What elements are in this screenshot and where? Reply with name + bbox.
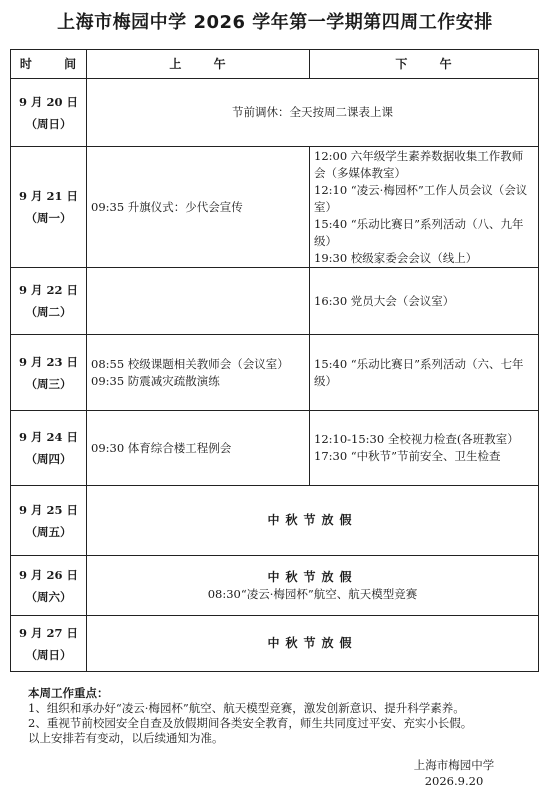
event-item: 09:35 防震减灾疏散演练	[91, 373, 220, 388]
header-row	[11, 50, 539, 79]
date-label: 9 月 23 日	[18, 354, 79, 369]
date-label: 9 月 22 日	[18, 283, 79, 297]
event-item: 19:30 校级家委会会议（线上）	[314, 250, 478, 265]
all-day-cell	[87, 556, 539, 616]
header-time: 时 间	[11, 50, 87, 79]
pm-cell	[310, 335, 539, 411]
holiday-label: 中秋节放假	[267, 569, 358, 584]
notes-item: 2、重视节前校园安全自查及放假期间各类安全教育，师生共同度过平安、充实小长假。	[28, 716, 473, 730]
header-pm: 下 午	[310, 50, 539, 79]
day-row-0921	[11, 147, 539, 268]
date-cell	[11, 616, 87, 672]
event-item: 节前调休：全天按周二课表上课	[232, 105, 393, 119]
day-row-0922	[11, 268, 539, 335]
day-row-0920	[11, 79, 539, 147]
day-row-0923	[11, 335, 539, 411]
all-day-cell	[87, 486, 539, 556]
event-item: 12:10 “凌云·梅园杯”工作人员会议（会议室）	[314, 182, 528, 214]
day-row-0926	[11, 556, 539, 616]
date-cell	[11, 268, 87, 335]
all-day-cell	[87, 79, 539, 147]
date-cell	[11, 411, 87, 486]
event-item: 16:30 党员大会（会议室）	[314, 293, 455, 308]
date-label: 9 月 26 日	[18, 567, 79, 582]
signoff-date: 2026.9.20	[424, 774, 484, 788]
event-item: 12:00 六年级学生素养数据收集工作教师会（多媒体教室）	[314, 148, 524, 180]
schedule-table	[10, 49, 539, 672]
date-label: 9 月 27 日	[18, 625, 79, 640]
pm-cell	[310, 147, 539, 268]
weekday-label: （周二）	[25, 305, 72, 319]
weekday-label: （周四）	[25, 452, 72, 466]
am-cell	[87, 411, 310, 486]
weekday-label: （周日）	[25, 116, 72, 131]
event-item: 15:40 “乐动比赛日”系列活动（六、七年级）	[314, 356, 524, 388]
event-item: 09:30 体育综合楼工程例会	[91, 440, 232, 455]
day-row-0927	[11, 616, 539, 672]
date-cell	[11, 79, 87, 147]
date-label: 9 月 21 日	[18, 189, 79, 203]
event-item: 08:30“凌云·梅园杯”航空、航天模型竞赛	[207, 586, 418, 601]
page-title: 上海市梅园中学 2026 学年第一学期第四周工作安排	[57, 12, 493, 33]
event-item: 09:35 升旗仪式：少代会宣传	[91, 199, 243, 214]
date-cell	[11, 147, 87, 268]
signoff-org: 上海市梅园中学	[413, 758, 495, 772]
day-row-0925	[11, 486, 539, 556]
event-item: 12:10-15:30 全校视力检查(各班教室）	[314, 432, 519, 446]
am-cell	[87, 147, 310, 268]
weekday-label: （周一）	[25, 211, 72, 225]
pm-cell	[310, 268, 539, 335]
event-item: 08:55 校级课题相关教师会（会议室）	[91, 356, 289, 371]
holiday-label: 中秋节放假	[267, 636, 358, 650]
day-row-0924	[11, 411, 539, 486]
date-cell	[11, 335, 87, 411]
notes-item: 以上安排若有变动，以后续通知为准。	[28, 731, 224, 745]
all-day-cell	[87, 616, 539, 672]
date-cell	[11, 556, 87, 616]
weekday-label: （周六）	[25, 589, 72, 604]
am-cell	[87, 268, 310, 335]
date-cell	[11, 486, 87, 556]
weekday-label: （周三）	[25, 376, 72, 391]
date-label: 9 月 20 日	[18, 94, 79, 109]
weekday-label: （周五）	[25, 524, 72, 539]
weekly-focus-notes	[28, 686, 538, 746]
pm-cell	[310, 411, 539, 486]
date-label: 9 月 24 日	[18, 430, 79, 444]
header-am: 上 午	[87, 50, 310, 79]
weekday-label: （周日）	[25, 647, 72, 662]
date-label: 9 月 25 日	[18, 502, 79, 517]
am-cell	[87, 335, 310, 411]
notes-item: 1、组织和承办好“凌云·梅园杯”航空、航天模型竞赛，激发创新意识、提升科学素养。	[28, 701, 465, 715]
notes-title: 本周工作重点：	[28, 686, 109, 700]
signoff	[384, 757, 524, 789]
holiday-label: 中秋节放假	[267, 513, 358, 527]
event-item: 15:40 “乐动比赛日”系列活动（八、九年级）	[314, 216, 524, 248]
event-item: 17:30 “中秋节”节前安全、卫生检查	[314, 449, 501, 463]
